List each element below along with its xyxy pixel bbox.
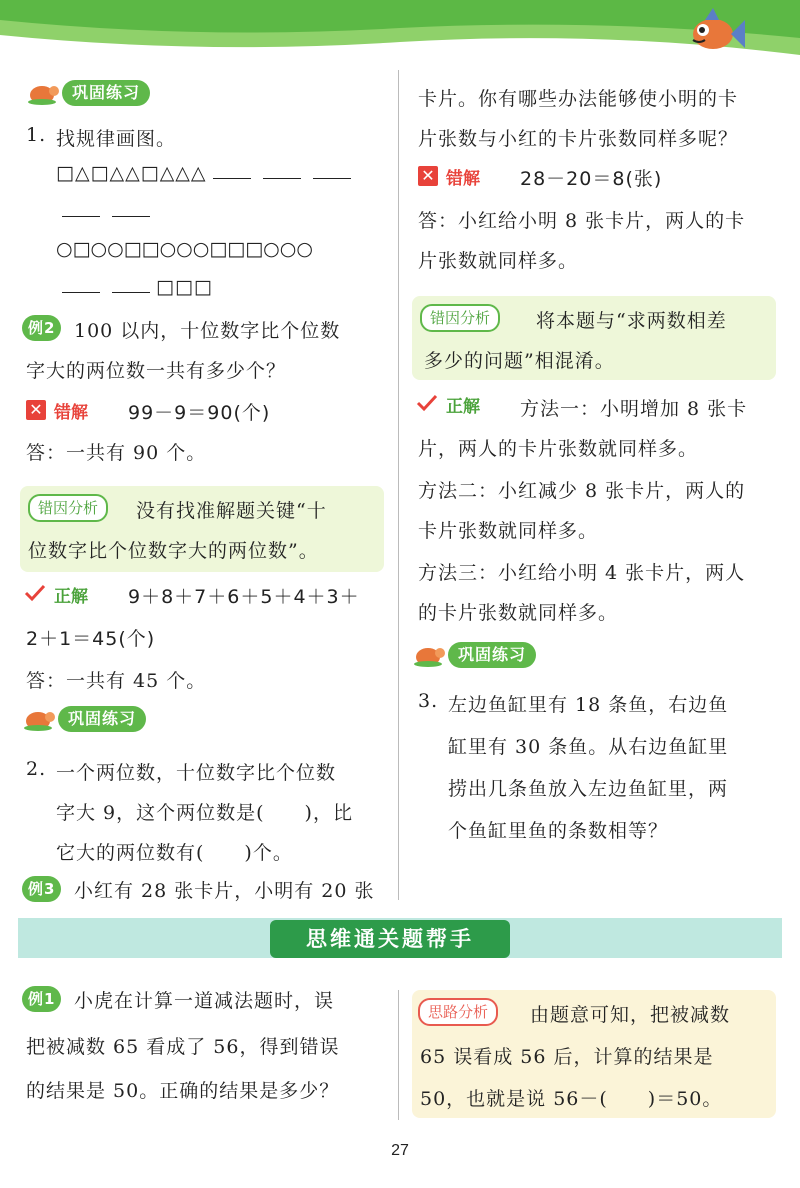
q1-sequence-1-shapes: □△□△△□△△△: [56, 162, 207, 184]
q1-text: 找规律画图。: [56, 128, 177, 150]
wrong-solution-label: 错解: [54, 403, 88, 423]
q1-sequence-1: [56, 162, 357, 184]
method-1-line-1: 方法一：小明增加 8 张卡: [520, 398, 748, 420]
q1-sequence-2: ○□○○□□○○○□□□○○○: [56, 238, 313, 260]
example-2-error-line-1: 没有找准解题关键“十: [136, 500, 327, 522]
method-3-line-1: 方法三：小红给小明 4 张卡片，两人: [418, 562, 746, 584]
example-2-line-1: 100 以内，十位数字比个位数: [74, 320, 341, 342]
blank: [313, 162, 351, 179]
example-3-line-3: 片张数与小红的卡片张数同样多呢？: [418, 128, 739, 150]
example-3-wrong-answer-2: 片张数就同样多。: [418, 250, 579, 272]
q3-number: 3.: [418, 690, 439, 712]
q3-line-3: 捞出几条鱼放入左边鱼缸里，两: [448, 778, 729, 800]
idea-line-2: 65 误看成 56 后，计算的结果是: [420, 1046, 714, 1068]
example-2-error-line-2: 位数字比个位数字大的两位数”。: [28, 540, 319, 562]
section-label-practice: 巩固练习: [448, 642, 536, 668]
q1-number: 1.: [26, 124, 47, 146]
banner-title: 思维通关题帮手: [270, 920, 510, 958]
q2-line-1: 一个两位数，十位数字比个位数: [56, 762, 337, 784]
example-2-wrong-equation: 99－9＝90(个): [128, 402, 271, 424]
correct-solution-label: 正解: [54, 587, 88, 607]
q2-line-2: 字大 9，这个两位数是( )，比: [56, 802, 353, 824]
q2-line-3: 它大的两位数有( )个。: [56, 842, 293, 864]
example-3-error-line-2: 多少的问题”相混淆。: [424, 350, 615, 372]
correct-solution-label: 正解: [446, 397, 480, 417]
page-number: 27: [391, 1142, 409, 1159]
idea-line-3: 50，也就是说 56－( )＝50。: [420, 1088, 723, 1110]
example-2-right-equation-1: 9＋8＋7＋6＋5＋4＋3＋: [128, 586, 360, 608]
example-3-wrong-equation: 28－20＝8(张): [520, 168, 663, 190]
column-divider: [398, 70, 399, 900]
check-icon: [24, 584, 46, 602]
blank: [62, 276, 100, 293]
example-1-line-3: 的结果是 50。正确的结果是多少？: [26, 1080, 340, 1102]
example-3-label: 例3: [22, 876, 61, 902]
error-analysis-tag: 错因分析: [420, 304, 500, 332]
example-2-wrong-answer: 答：一共有 90 个。: [26, 442, 207, 464]
q1-sequence-1-blanks: [56, 200, 156, 222]
check-icon: [416, 394, 438, 412]
q3-line-1: 左边鱼缸里有 18 条鱼，右边鱼: [448, 694, 729, 716]
q2-number: 2.: [26, 758, 47, 780]
idea-analysis-tag: 思路分析: [418, 998, 498, 1026]
blank: [263, 162, 301, 179]
top-decorative-band: [0, 0, 800, 60]
example-3-wrong-answer-1: 答：小红给小明 8 张卡片，两人的卡: [418, 210, 746, 232]
wrong-solution-label: 错解: [446, 169, 480, 189]
section-label-practice: 巩固练习: [58, 706, 146, 732]
q3-line-2: 缸里有 30 条鱼。从右边鱼缸里: [448, 736, 729, 758]
example-1-line-1: 小虎在计算一道减法题时，误: [74, 990, 335, 1012]
method-2-line-1: 方法二：小红减少 8 张卡片，两人的: [418, 480, 746, 502]
example-3-line-1: 小红有 28 张卡片，小明有 20 张: [74, 880, 375, 902]
cross-icon: ✕: [26, 400, 46, 420]
example-2-right-answer: 答：一共有 45 个。: [26, 670, 207, 692]
turtle-icon: [26, 80, 60, 106]
turtle-icon: [22, 706, 56, 732]
method-1-line-2: 片，两人的卡片张数就同样多。: [418, 438, 699, 460]
method-2-line-2: 卡片张数就同样多。: [418, 520, 599, 542]
section-label-practice: 巩固练习: [62, 80, 150, 106]
blank: [112, 276, 150, 293]
idea-line-1: 由题意可知，把被减数: [530, 1004, 731, 1026]
blank: [62, 200, 100, 217]
example-2-label: 例2: [22, 315, 61, 341]
error-analysis-tag: 错因分析: [28, 494, 108, 522]
q1-sequence-2-end: [56, 276, 213, 298]
example-1-label: 例1: [22, 986, 61, 1012]
blank: [112, 200, 150, 217]
q1-sequence-2-end-shapes: □□□: [156, 276, 213, 298]
blank: [213, 162, 251, 179]
example-3-error-line-1: 将本题与“求两数相差: [536, 310, 727, 332]
example-1-line-2: 把被减数 65 看成了 56，得到错误: [26, 1036, 340, 1058]
fish-mascot-icon: [683, 8, 745, 58]
column-divider: [398, 990, 399, 1120]
example-2-right-equation-2: 2＋1＝45(个): [26, 628, 156, 650]
turtle-icon: [412, 642, 446, 668]
method-3-line-2: 的卡片张数就同样多。: [418, 602, 619, 624]
cross-icon: ✕: [418, 166, 438, 186]
example-3-line-2: 卡片。你有哪些办法能够使小明的卡: [418, 88, 739, 110]
example-2-line-2: 字大的两位数一共有多少个？: [26, 360, 287, 382]
q3-line-4: 个鱼缸里鱼的条数相等？: [448, 820, 669, 842]
